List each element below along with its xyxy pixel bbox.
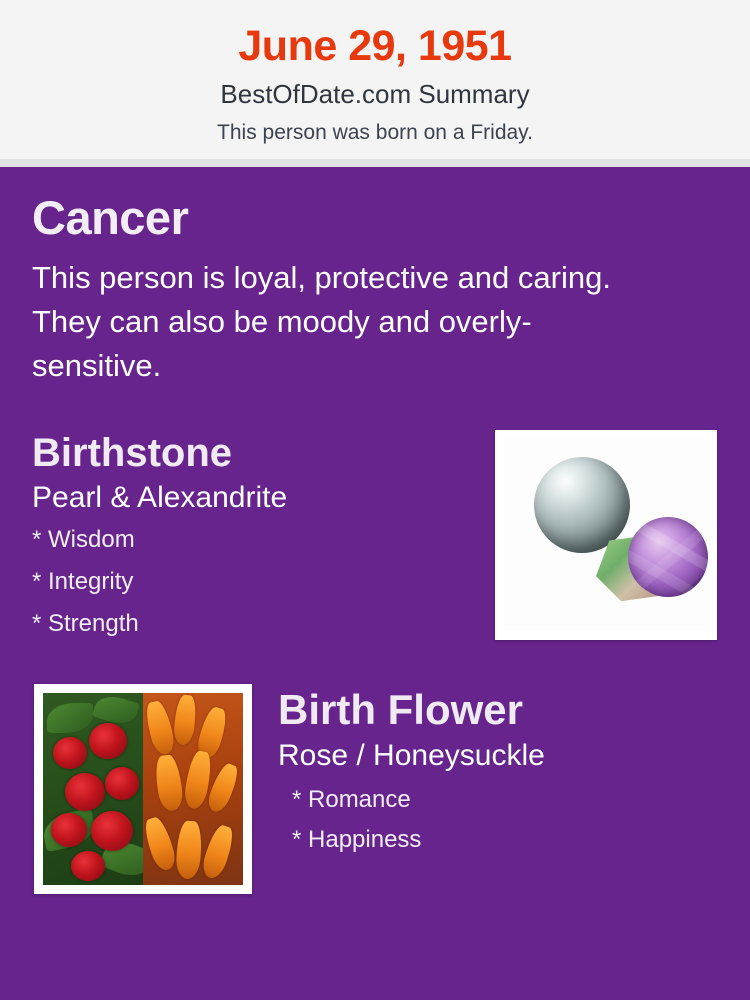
zodiac-sign-title: Cancer [32,190,189,244]
birthstone-trait: * Integrity [32,568,134,596]
birthstone-image-frame [495,430,717,640]
page-title: June 29, 1951 [238,22,512,70]
birthstone-title: Birthstone [32,431,232,476]
pearl-gem-icon [534,457,630,553]
rose-icon [91,811,133,851]
honeysuckle-bloom-icon [199,823,237,881]
birth-flower-trait: * Romance [292,786,411,814]
birthstone-section [32,430,718,654]
rose-photo-half [43,693,143,885]
rose-icon [51,813,87,847]
birth-flower-image-frame [34,684,252,894]
birth-flower-section [32,684,718,894]
birthstone-trait: * Strength [32,610,139,638]
rose-icon [89,723,127,759]
honeysuckle-bloom-icon [153,754,185,813]
birth-flower-trait: * Happiness [292,826,422,854]
main-panel [0,167,750,1000]
birthstone-text [32,430,495,654]
rose-icon [53,737,87,769]
birth-flower-text [252,684,718,868]
birth-flower-names: Rose / Honeysuckle [278,739,545,773]
birth-flower-title: Birth Flower [278,686,524,734]
birth-day-note: This person was born on a Friday. [217,120,533,144]
honeysuckle-photo-half [143,693,243,885]
rose-icon [105,767,139,800]
birth-flower-photo [43,693,243,885]
leaf-icon [47,703,93,733]
rose-icon [71,851,105,881]
birthstone-trait: * Wisdom [32,526,135,554]
zodiac-description: This person is loyal, protective and caring. They can also be moody and overly-sensitive. [32,260,611,384]
birthstone-names: Pearl & Alexandrite [32,481,288,515]
rose-icon [65,773,105,811]
header [0,0,750,159]
site-name: BestOfDate.com Summary [220,79,530,110]
honeysuckle-bloom-icon [172,694,197,746]
honeysuckle-bloom-icon [143,815,179,873]
gem-facets-overlay-icon [628,517,708,597]
header-divider [0,159,750,167]
birthstone-photo [504,439,708,631]
honeysuckle-bloom-icon [143,699,177,757]
honeysuckle-bloom-icon [175,820,203,880]
